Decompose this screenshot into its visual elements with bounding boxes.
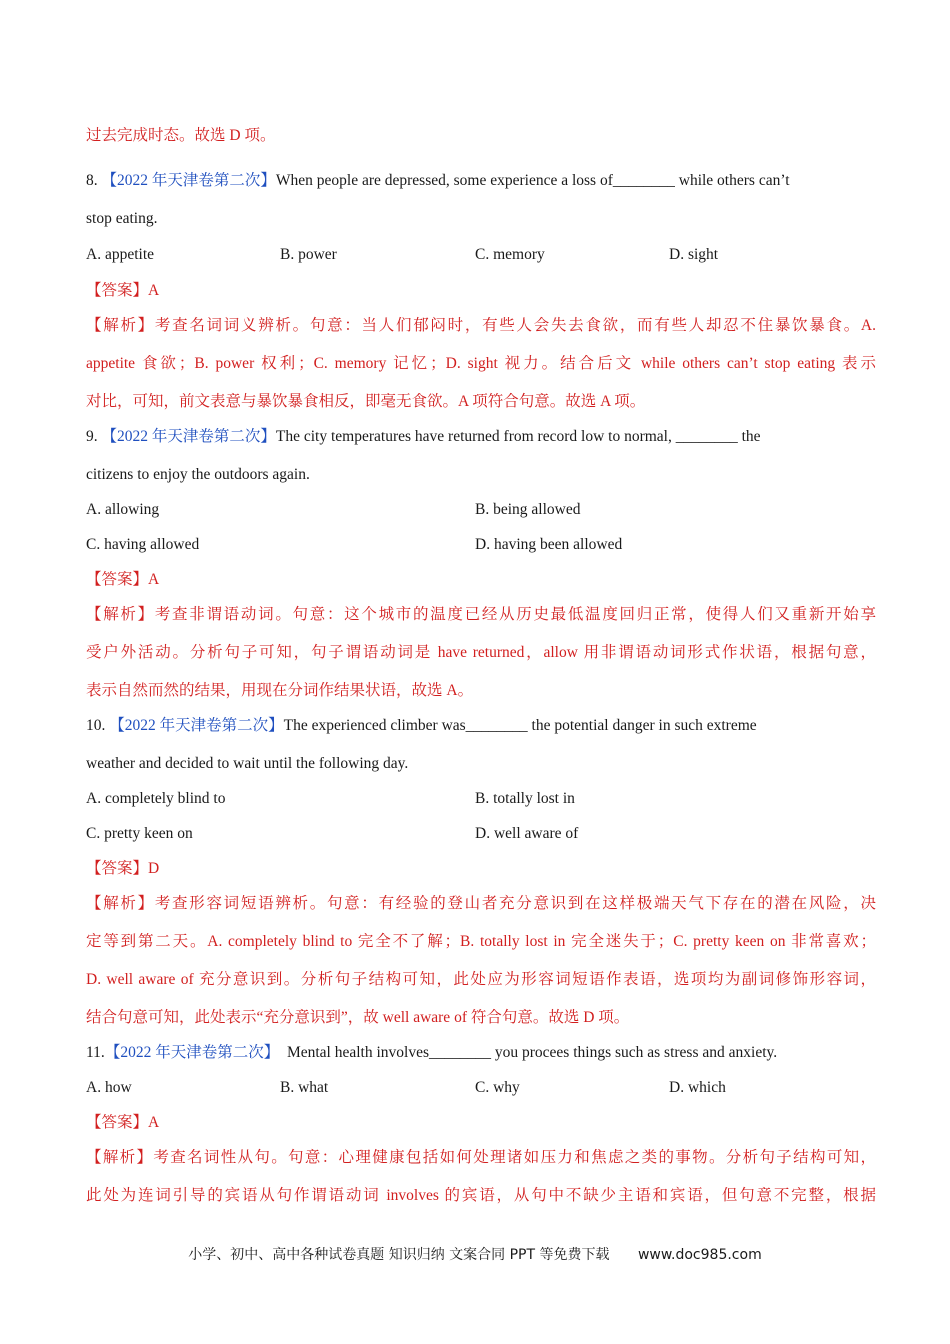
question-8-stem-cont: stop eating. <box>86 210 158 227</box>
question-10-analysis-2: 定等到第二天。A. completely blind to 完全不了解；B. totally lost in 完全迷失于；C. pretty keen on 非常喜欢； <box>86 933 876 950</box>
option-b: B. totally lost in <box>475 790 575 807</box>
question-8-analysis-1 <box>86 316 876 335</box>
question-text: The city temperatures have returned from record low to normal, ________ the <box>275 428 761 445</box>
answer-value: A <box>148 1114 160 1131</box>
answer-label: 【答案】 <box>86 571 149 588</box>
option-c: C. memory <box>475 246 545 263</box>
question-10-options-row-1 <box>86 789 876 808</box>
question-source: 【2022 年天津卷第二次】 <box>104 1044 280 1061</box>
question-9-stem-cont: citizens to enjoy the outdoors again. <box>86 466 310 483</box>
question-8-options <box>86 245 876 264</box>
option-c: C. why <box>475 1079 520 1096</box>
analysis-label: 【解析】 <box>86 606 155 623</box>
option-d: D. well aware of <box>475 825 579 842</box>
question-11-stem <box>86 1043 876 1062</box>
question-text: Mental health involves________ you procees things such as stress and anxiety. <box>286 1044 778 1061</box>
footer-link[interactable]: www.doc985.com <box>637 1247 762 1263</box>
option-c: C. having allowed <box>86 536 200 553</box>
question-10-analysis-4: 结合句意可知，此处表示“充分意识到”，故 well aware of 符合句意。故选 D 项。 <box>86 1009 630 1026</box>
question-9-options-row-2 <box>86 535 876 554</box>
option-a: A. allowing <box>86 501 160 518</box>
option-c: C. pretty keen on <box>86 825 193 842</box>
question-9-answer <box>86 570 876 589</box>
question-8-stem <box>86 171 876 190</box>
page-footer <box>0 1244 950 1264</box>
question-text: When people are depressed, some experience a loss of________ while others can’t <box>275 172 790 189</box>
question-8-analysis-3: 对比，可知，前文表意与暴饮暴食相反，即毫无食欲。A 项符合句意。故选 A 项。 <box>86 393 646 410</box>
question-11-answer <box>86 1113 876 1132</box>
question-number: 10. <box>86 717 106 734</box>
question-9-analysis-3: 表示自然而然的结果，用现在分词作结果状语，故选 A。 <box>86 682 474 699</box>
question-10-options-row-2 <box>86 824 876 843</box>
question-8-answer <box>86 281 876 300</box>
question-11-analysis-1 <box>86 1148 876 1167</box>
analysis-label: 【解析】 <box>86 317 155 334</box>
question-number: 11. <box>86 1044 105 1061</box>
option-a: A. how <box>86 1079 132 1096</box>
question-10-stem-cont: weather and decided to wait until the following day. <box>86 755 409 772</box>
document-page <box>86 118 876 1204</box>
answer-label: 【答案】 <box>86 860 149 877</box>
question-number: 9. <box>86 428 98 445</box>
question-source: 【2022 年天津卷第二次】 <box>101 172 276 189</box>
analysis-text: 考查名词性从句。句意：心理健康包括如何处理诸如压力和焦虑之类的事物。分析句子结构可知， <box>153 1149 876 1166</box>
question-8-analysis-2: appetite 食欲；B. power 权利；C. memory 记忆；D. sight 视力。结合后文 while others can’t stop eating 表示 <box>86 355 876 372</box>
answer-value: A <box>148 282 160 299</box>
analysis-text: 考查非谓语动词。句意：这个城市的温度已经从历史最低温度回归正常，使得人们又重新开始享 <box>154 606 876 623</box>
answer-label: 【答案】 <box>86 282 149 299</box>
question-10-answer <box>86 859 876 878</box>
question-source: 【2022 年天津卷第二次】 <box>101 428 276 445</box>
option-b: B. power <box>280 246 337 263</box>
question-10-analysis-1 <box>86 894 876 913</box>
question-number: 8. <box>86 172 98 189</box>
analysis-label: 【解析】 <box>86 1149 154 1166</box>
answer-value: D <box>148 860 160 877</box>
question-text: The experienced climber was________ the potential danger in such extreme <box>283 717 757 734</box>
question-9-analysis-2: 受户外活动。分析句子可知，句子谓语动词是 have returned，allow 用非谓语动词形式作状语，根据句意， <box>86 644 876 661</box>
question-10-analysis-3: D. well aware of 充分意识到。分析句子结构可知，此处应为形容词短语作表语，选项均为副词修饰形容词， <box>86 971 876 988</box>
question-11-options <box>86 1078 876 1097</box>
option-b: B. being allowed <box>475 501 581 518</box>
intro-line: 过去完成时态。故选 D 项。 <box>86 127 276 144</box>
question-source: 【2022 年天津卷第二次】 <box>109 717 284 734</box>
option-d: D. having been allowed <box>475 536 623 553</box>
option-b: B. what <box>280 1079 329 1096</box>
option-a: A. appetite <box>86 246 155 263</box>
analysis-text: 考查名词词义辨析。句意：当人们郁闷时，有些人会失去食欲，而有些人却忍不住暴饮暴食。A. <box>154 317 876 334</box>
question-9-analysis-1 <box>86 605 876 624</box>
analysis-text: 考查形容词短语辨析。句意：有经验的登山者充分意识到在这样极端天气下存在的潜在风险，决 <box>154 895 876 912</box>
question-11-analysis-2: 此处为连词引导的宾语从句作谓语动词 involves 的宾语，从句中不缺少主语和宾语，但句意不完整，根据 <box>86 1187 876 1204</box>
question-9-options-row-1 <box>86 500 876 519</box>
analysis-label: 【解析】 <box>86 895 155 912</box>
option-d: D. which <box>669 1079 726 1096</box>
footer-text: 小学、初中、高中各种试卷真题 知识归纳 文案合同 PPT 等免费下载 <box>188 1247 610 1263</box>
option-a: A. completely blind to <box>86 790 226 807</box>
option-d: D. sight <box>669 246 719 263</box>
answer-label: 【答案】 <box>86 1114 149 1131</box>
question-9-stem <box>86 427 876 446</box>
answer-value: A <box>148 571 160 588</box>
question-10-stem <box>86 716 876 735</box>
